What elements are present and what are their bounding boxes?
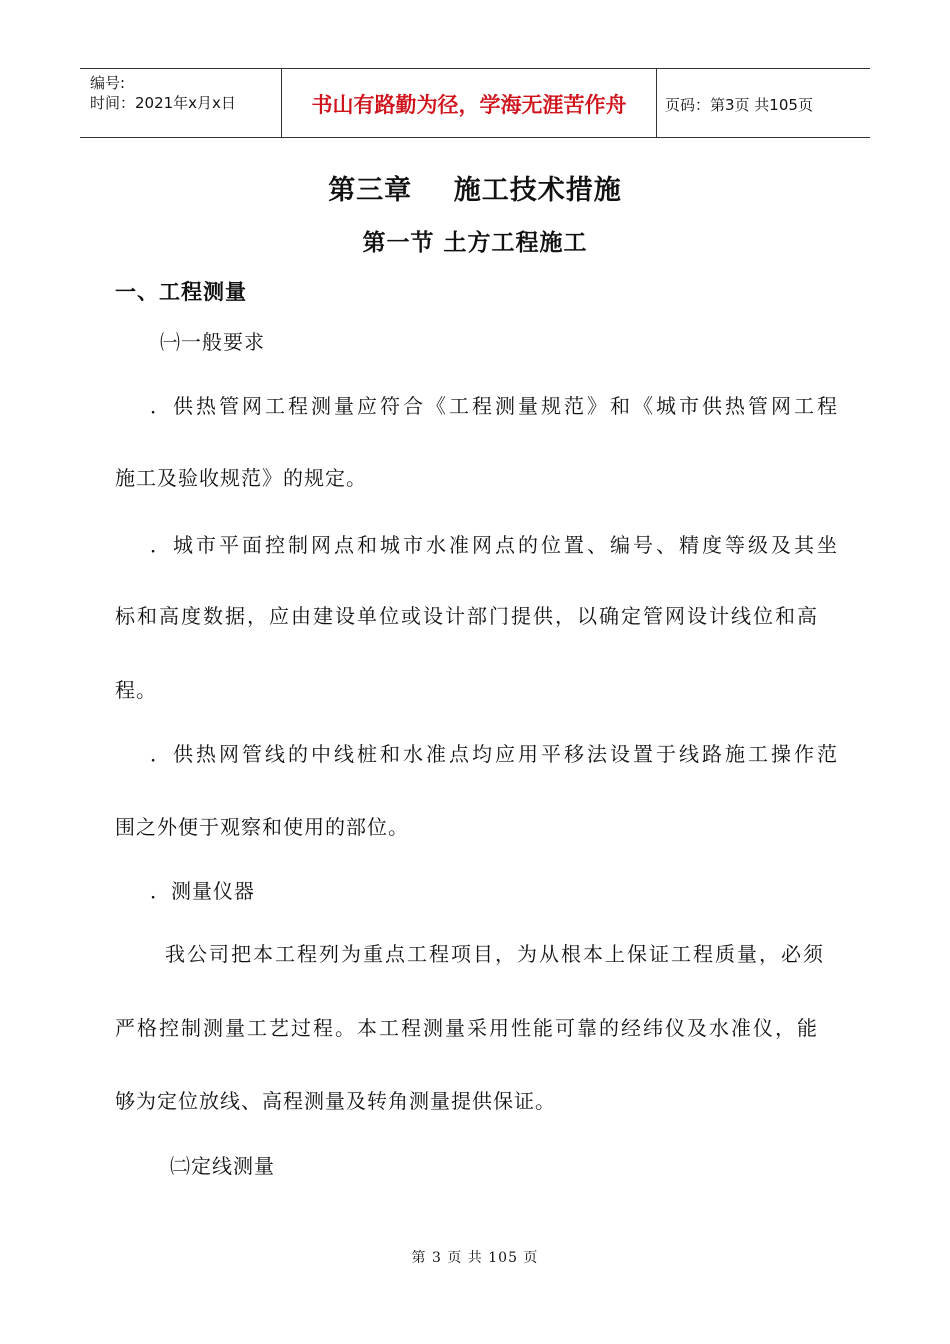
paragraph-line: 标和高度数据，应由建设单位或设计部门提供，以确定管网设计线位和高 (115, 604, 819, 628)
paragraph-line: 施工及验收规范》的规定。 (115, 466, 367, 490)
paragraph-line: 严格控制测量工艺过程。本工程测量采用性能可靠的经纬仪及水准仪，能 (115, 1016, 819, 1040)
paragraph-line: ．供热网管线的中线桩和水准点均应用平移法设置于线路施工操作范 (150, 742, 840, 766)
header-motto: 书山有路勤为径，学海无涯苦作舟 (282, 69, 657, 137)
chapter-title: 第三章 施工技术措施 (328, 175, 622, 206)
section-title: 第一节 土方工程施工 (362, 229, 588, 256)
paragraph-line: 我公司把本工程列为重点工程项目，为从根本上保证工程质量，必须 (165, 942, 825, 966)
paragraph-line: ．城市平面控制网点和城市水准网点的位置、编号、精度等级及其坐 (150, 533, 840, 557)
paragraph-line: ．测量仪器 (150, 879, 255, 903)
paragraph-line: 够为定位放线、高程测量及转角测量提供保证。 (115, 1089, 556, 1113)
paragraph-line: ．供热管网工程测量应符合《工程测量规范》和《城市供热管网工程 (150, 394, 840, 418)
header-meta-cell (80, 69, 282, 137)
subheading-alignment-survey: ㈡定线测量 (170, 1154, 275, 1178)
document-number-label: 编号: (90, 74, 126, 92)
page-footer: 第 3 页 共 105 页 (411, 1250, 539, 1266)
document-time-label: 时间：2021年x月x日 (90, 94, 236, 112)
header-page-label: 页码：第3页 共105页 (665, 95, 813, 114)
paragraph-line: 围之外便于观察和使用的部位。 (115, 815, 409, 839)
header-table (80, 68, 870, 138)
heading-engineering-survey: 一、工程测量 (115, 279, 247, 304)
subheading-general-requirements: ㈠一般要求 (160, 330, 265, 354)
paragraph-line: 程。 (115, 678, 157, 702)
